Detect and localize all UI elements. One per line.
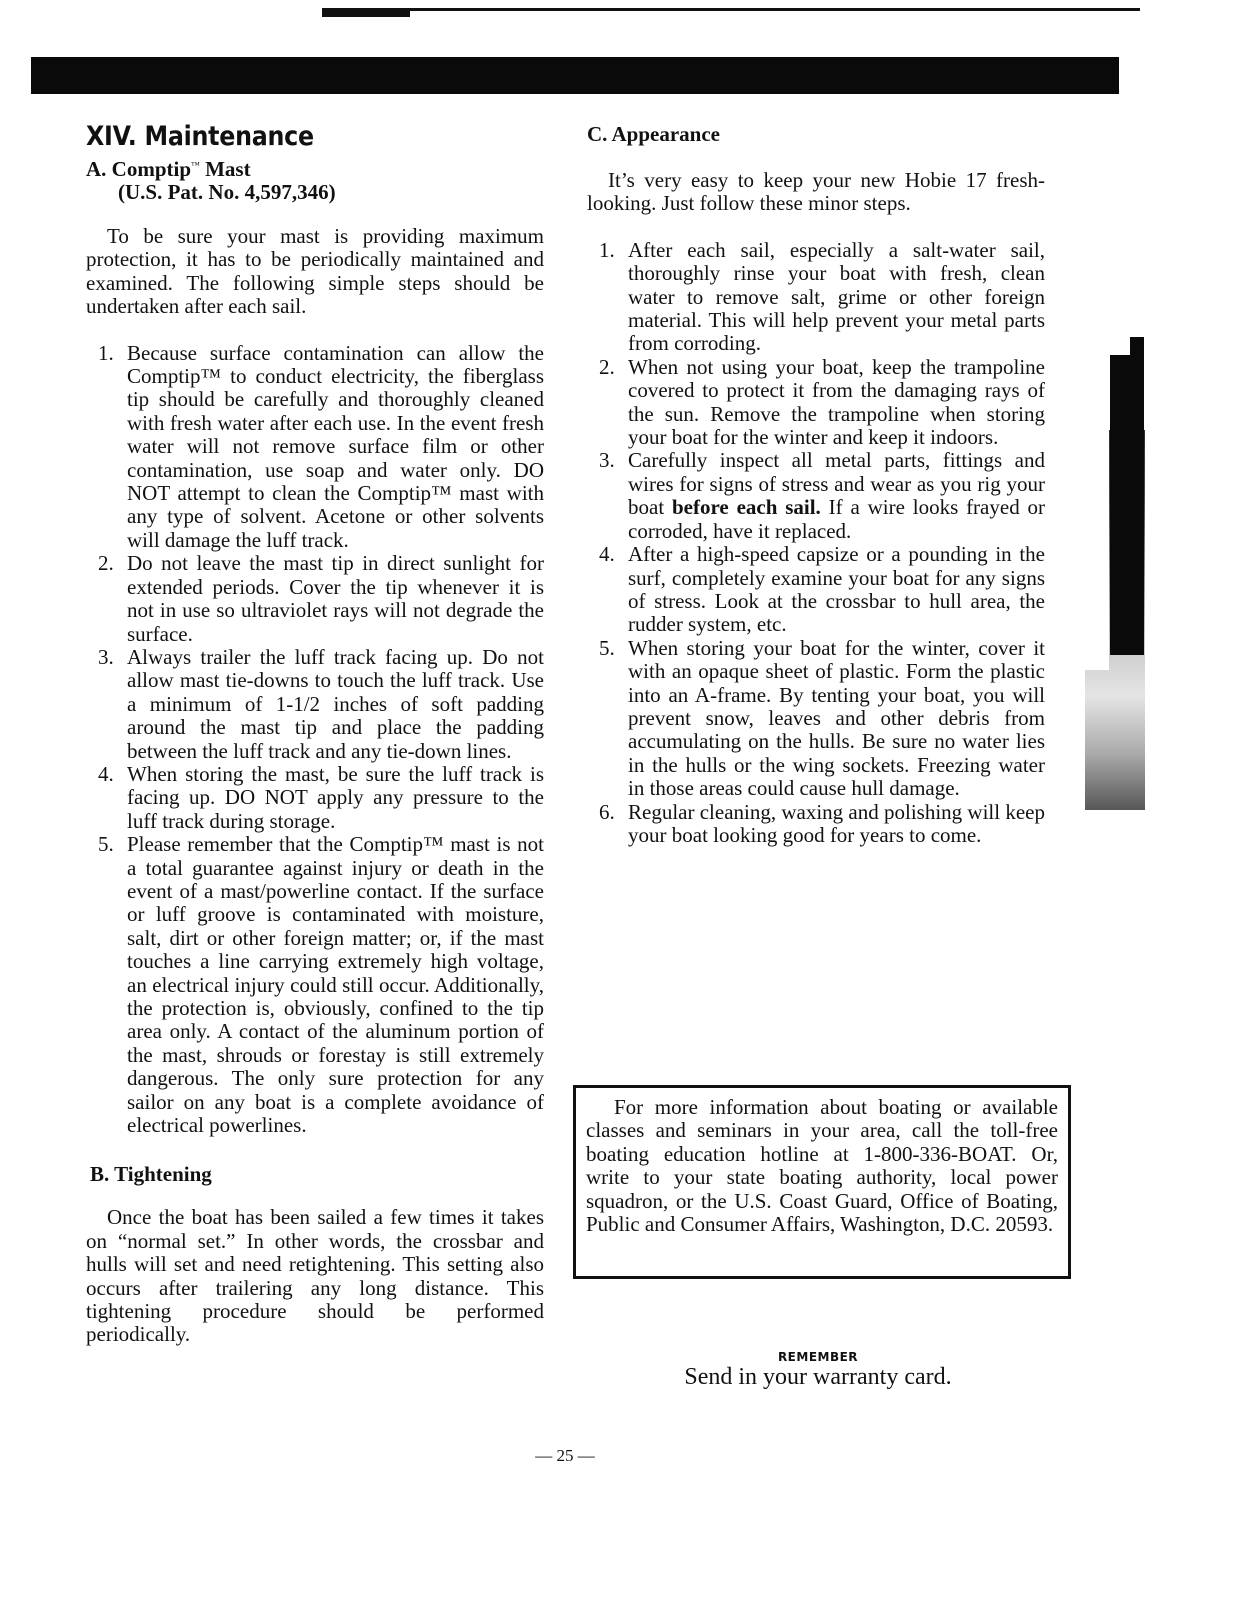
step-text: When storing the mast, be sure the luff track is facing up. DO NOT apply any pressure to the luff track during storage. <box>127 761 544 833</box>
boating-info-box <box>573 1085 1071 1279</box>
list-item <box>587 637 1045 801</box>
edge-tab-mask <box>1085 430 1109 670</box>
edge-tab <box>1110 355 1144 655</box>
header-bar <box>31 57 1119 94</box>
step-text: Regular cleaning, waxing and polishing will keep your boat looking good for years to come. <box>628 799 1045 847</box>
mast-patent: (U.S. Pat. No. 4,597,346) <box>118 180 336 204</box>
top-rule-accent <box>322 10 410 17</box>
mast-heading <box>86 154 544 181</box>
step-number: 4. <box>98 761 114 786</box>
mast-heading-suffix: Mast <box>199 157 251 181</box>
section-title: XIV. Maintenance <box>86 121 314 152</box>
boating-info-text: For more information about boating or available classes and seminars in your area, call the toll-free boating education hotline at 1-800-336-BOAT. Or, write to your state boating authority, local power squadron, or the U.S. Coast Guard, Office of Boating, Public and Consumer Affairs, Washington, D.C. 20593. <box>586 1095 1058 1237</box>
remember-label: REMEMBER <box>777 1350 859 1364</box>
step-number: 4. <box>599 542 615 567</box>
edge-tab-notch <box>1130 337 1144 357</box>
list-item <box>86 646 544 763</box>
mast-intro: To be sure your mast is providing maximum protection, it has to be periodically maintained and examined. The following simple steps should be undertaken after each sail. <box>86 224 544 319</box>
list-item <box>86 342 544 553</box>
step-text: When storing your boat for the winter, cover it with an opaque sheet of plastic. Form the plastic into an A-frame. By tenting your boat, you will prevent snow, leaves and other debris from accumulating on the hulls. Be sure no water lies in the hulls or the wing sockets. Freezing water in those areas could cause hull damage. <box>628 635 1045 801</box>
step-text: When not using your boat, keep the trampoline covered to protect it from the damaging rays of the sun. Remove the trampoline when storing your boat for the winter and keep it indoors. <box>628 354 1045 450</box>
step-number: 1. <box>599 237 615 262</box>
top-rule <box>322 8 1140 11</box>
appearance-steps <box>587 239 1045 848</box>
right-column <box>587 120 1045 847</box>
step-text: Always trailer the luff track facing up. Do not allow mast tie-downs to touch the luff track. Use a minimum of 1-1/2 inches of soft padding around the mast tip and place the padding between the luff track and any tie-down lines. <box>127 644 544 763</box>
step-number: 2. <box>599 354 615 379</box>
step-number: 1. <box>98 340 114 365</box>
tightening-heading: B. Tightening <box>90 1162 212 1187</box>
left-column <box>86 120 544 1347</box>
list-item <box>587 801 1045 848</box>
list-item <box>86 763 544 833</box>
step-number: 5. <box>98 832 114 857</box>
mast-heading-label: A. Comptip <box>86 157 192 181</box>
step-number: 3. <box>98 644 114 669</box>
appearance-heading: C. Appearance <box>587 122 720 146</box>
list-item <box>587 239 1045 356</box>
step-number: 6. <box>599 799 615 824</box>
list-item <box>587 449 1045 543</box>
page-number: — 25 — <box>535 1446 595 1465</box>
appearance-intro: It’s very easy to keep your new Hobie 17 fresh-looking. Just follow these minor steps. <box>587 168 1045 216</box>
mast-steps <box>86 342 544 1138</box>
remember-text: Send in your warranty card. <box>684 1364 952 1390</box>
step-text-emphasis: before each sail. <box>671 495 821 520</box>
step-number: 2. <box>98 551 114 576</box>
list-item <box>587 543 1045 637</box>
step-text: Carefully inspect all metal parts, fittings and wires for signs of stress and wear as you rig your boat <box>628 448 1045 520</box>
step-text-continued: If a wire looks frayed or corroded, have it replaced. <box>628 495 1046 543</box>
step-number: 5. <box>599 635 615 660</box>
list-item <box>587 356 1045 450</box>
list-item <box>86 552 544 646</box>
step-text: Do not leave the mast tip in direct sunlight for extended periods. Cover the tip whenever it is not in use so ultraviolet rays will not degrade the surface. <box>127 551 544 646</box>
trademark-mark: ™ <box>191 160 200 170</box>
tightening-text: Once the boat has been sailed a few times it takes on “normal set.” In other words, the crossbar and hulls will set and need retightening. This setting also occurs after trailering any long distance. This tightening procedure should be performed periodically. <box>86 1205 544 1347</box>
list-item <box>86 833 544 1137</box>
step-text: After each sail, especially a salt-water sail, thoroughly rinse your boat with fresh, clean water to remove salt, grime or other foreign material. This will help prevent your metal parts from corroding. <box>628 237 1045 356</box>
step-text: After a high-speed capsize or a pounding in the surf, completely examine your boat for any signs of stress. Look at the crossbar to hull area, the rudder system, etc. <box>628 542 1045 637</box>
step-text: Because surface contamination can allow the Comptip™ to conduct electricity, the fiberglass tip should be carefully and thoroughly cleaned with fresh water after each use. In the event fresh water will not remove surface film or other contamination, use soap and water only. DO NOT attempt to clean the Comptip™ mast with any type of solvent. Acetone or other solvents will damage the luff track. <box>127 340 544 552</box>
step-text: Please remember that the Comptip™ mast is not a total guarantee against injury or death in the event of a mast/powerline contact. If the surface or luff groove is contaminated with moisture, salt, dirt or other foreign matter; or, if the mast touches a line carrying extremely high voltage, an electrical injury could still occur. Additionally, the protection is, obviously, confined to the tip area only. A contact of the aluminum portion of the mast, shrouds or forestay is still extremely dangerous. The only sure protection for any sailor on any boat is a complete avoidance of electrical powerlines. <box>127 832 544 1138</box>
step-number: 3. <box>599 448 615 473</box>
